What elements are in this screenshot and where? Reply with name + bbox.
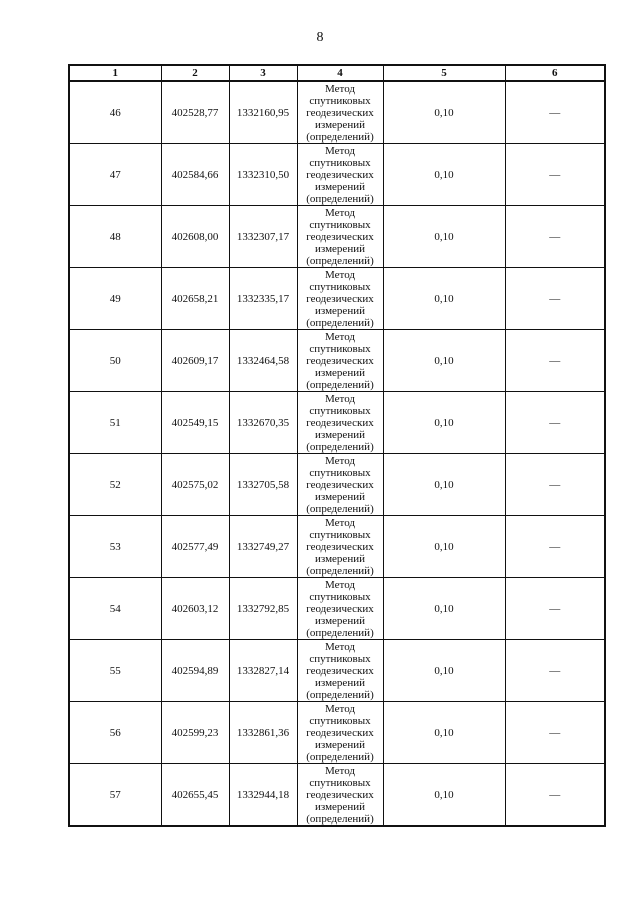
method-line: (определений) xyxy=(306,192,374,205)
method-line: спутниковых xyxy=(309,466,371,479)
method-line: измерений xyxy=(315,800,365,813)
method-cell xyxy=(297,516,383,578)
method-line: спутниковых xyxy=(309,590,371,603)
method-line: Метод xyxy=(325,268,355,281)
method-line: геодезических xyxy=(306,168,374,181)
coordinate-y-cell: 1332670,35 xyxy=(229,392,297,454)
method-line: Метод xyxy=(325,454,355,467)
method-cell xyxy=(297,640,383,702)
table-row xyxy=(69,764,605,827)
method-line: спутниковых xyxy=(309,776,371,789)
accuracy-cell: 0,10 xyxy=(383,640,505,702)
accuracy-cell: 0,10 xyxy=(383,392,505,454)
method-cell xyxy=(297,330,383,392)
coordinate-x-cell: 402599,23 xyxy=(161,702,229,764)
method-cell xyxy=(297,144,383,206)
method-cell xyxy=(297,81,383,144)
method-line: Метод xyxy=(325,206,355,219)
method-cell xyxy=(297,454,383,516)
method-line: спутниковых xyxy=(309,94,371,107)
note-cell: — xyxy=(505,81,605,144)
coordinate-y-cell: 1332335,17 xyxy=(229,268,297,330)
coordinate-y-cell: 1332307,17 xyxy=(229,206,297,268)
method-line: измерений xyxy=(315,118,365,131)
column-header: 2 xyxy=(161,65,229,81)
method-line: (определений) xyxy=(306,812,374,825)
method-line: геодезических xyxy=(306,602,374,615)
table-row xyxy=(69,144,605,206)
method-line: спутниковых xyxy=(309,652,371,665)
method-line: (определений) xyxy=(306,378,374,391)
table-row xyxy=(69,81,605,144)
coordinate-y-cell: 1332705,58 xyxy=(229,454,297,516)
method-line: измерений xyxy=(315,676,365,689)
method-line: геодезических xyxy=(306,292,374,305)
method-line: (определений) xyxy=(306,688,374,701)
coordinate-x-cell: 402658,21 xyxy=(161,268,229,330)
method-line: Метод xyxy=(325,392,355,405)
point-number-cell: 52 xyxy=(69,454,161,516)
method-cell xyxy=(297,392,383,454)
note-cell: — xyxy=(505,206,605,268)
method-line: геодезических xyxy=(306,230,374,243)
method-line: Метод xyxy=(325,640,355,653)
accuracy-cell: 0,10 xyxy=(383,516,505,578)
note-cell: — xyxy=(505,392,605,454)
point-number-cell: 50 xyxy=(69,330,161,392)
coordinate-y-cell: 1332861,36 xyxy=(229,702,297,764)
point-number-cell: 49 xyxy=(69,268,161,330)
method-line: (определений) xyxy=(306,254,374,267)
point-number-cell: 46 xyxy=(69,81,161,144)
method-cell xyxy=(297,206,383,268)
method-line: геодезических xyxy=(306,106,374,119)
accuracy-cell: 0,10 xyxy=(383,578,505,640)
note-cell: — xyxy=(505,516,605,578)
method-line: спутниковых xyxy=(309,218,371,231)
method-line: (определений) xyxy=(306,502,374,515)
coordinate-x-cell: 402594,89 xyxy=(161,640,229,702)
method-line: измерений xyxy=(315,180,365,193)
coordinate-y-cell: 1332160,95 xyxy=(229,81,297,144)
accuracy-cell: 0,10 xyxy=(383,206,505,268)
accuracy-cell: 0,10 xyxy=(383,702,505,764)
column-header: 6 xyxy=(505,65,605,81)
coordinate-x-cell: 402655,45 xyxy=(161,764,229,827)
note-cell: — xyxy=(505,330,605,392)
table-row xyxy=(69,516,605,578)
coordinate-y-cell: 1332944,18 xyxy=(229,764,297,827)
method-line: Метод xyxy=(325,578,355,591)
coordinate-x-cell: 402584,66 xyxy=(161,144,229,206)
point-number-cell: 51 xyxy=(69,392,161,454)
note-cell: — xyxy=(505,640,605,702)
method-line: геодезических xyxy=(306,788,374,801)
table-row xyxy=(69,454,605,516)
method-line: Метод xyxy=(325,144,355,157)
note-cell: — xyxy=(505,702,605,764)
point-number-cell: 47 xyxy=(69,144,161,206)
method-line: спутниковых xyxy=(309,156,371,169)
table-row xyxy=(69,640,605,702)
table-row xyxy=(69,330,605,392)
method-line: (определений) xyxy=(306,626,374,639)
coordinate-x-cell: 402577,49 xyxy=(161,516,229,578)
coordinate-x-cell: 402603,12 xyxy=(161,578,229,640)
coordinate-x-cell: 402575,02 xyxy=(161,454,229,516)
accuracy-cell: 0,10 xyxy=(383,81,505,144)
note-cell: — xyxy=(505,764,605,827)
note-cell: — xyxy=(505,268,605,330)
method-line: Метод xyxy=(325,516,355,529)
accuracy-cell: 0,10 xyxy=(383,268,505,330)
column-header: 3 xyxy=(229,65,297,81)
accuracy-cell: 0,10 xyxy=(383,144,505,206)
method-line: (определений) xyxy=(306,130,374,143)
coordinate-y-cell: 1332749,27 xyxy=(229,516,297,578)
point-number-cell: 55 xyxy=(69,640,161,702)
method-line: (определений) xyxy=(306,564,374,577)
method-line: измерений xyxy=(315,366,365,379)
method-line: Метод xyxy=(325,82,355,95)
method-line: измерений xyxy=(315,490,365,503)
method-line: (определений) xyxy=(306,750,374,763)
method-line: измерений xyxy=(315,428,365,441)
coordinate-x-cell: 402549,15 xyxy=(161,392,229,454)
method-line: (определений) xyxy=(306,440,374,453)
method-line: измерений xyxy=(315,552,365,565)
table-row xyxy=(69,392,605,454)
method-line: спутниковых xyxy=(309,342,371,355)
method-line: геодезических xyxy=(306,416,374,429)
method-line: Метод xyxy=(325,764,355,777)
method-line: измерений xyxy=(315,614,365,627)
method-line: спутниковых xyxy=(309,280,371,293)
method-line: Метод xyxy=(325,330,355,343)
method-line: геодезических xyxy=(306,478,374,491)
column-header: 4 xyxy=(297,65,383,81)
method-line: геодезических xyxy=(306,354,374,367)
table-body xyxy=(69,81,605,826)
method-line: геодезических xyxy=(306,726,374,739)
method-line: спутниковых xyxy=(309,404,371,417)
point-number-cell: 57 xyxy=(69,764,161,827)
point-number-cell: 53 xyxy=(69,516,161,578)
accuracy-cell: 0,10 xyxy=(383,330,505,392)
method-line: Метод xyxy=(325,702,355,715)
note-cell: — xyxy=(505,578,605,640)
page-number: 8 xyxy=(316,30,324,45)
coordinate-y-cell: 1332792,85 xyxy=(229,578,297,640)
coordinate-y-cell: 1332464,58 xyxy=(229,330,297,392)
method-cell xyxy=(297,578,383,640)
point-number-cell: 48 xyxy=(69,206,161,268)
accuracy-cell: 0,10 xyxy=(383,454,505,516)
table-header-row xyxy=(69,65,605,81)
method-line: геодезических xyxy=(306,540,374,553)
coordinate-x-cell: 402609,17 xyxy=(161,330,229,392)
note-cell: — xyxy=(505,454,605,516)
coordinate-x-cell: 402528,77 xyxy=(161,81,229,144)
coordinate-y-cell: 1332827,14 xyxy=(229,640,297,702)
method-line: спутниковых xyxy=(309,714,371,727)
method-cell xyxy=(297,702,383,764)
method-line: измерений xyxy=(315,304,365,317)
note-cell: — xyxy=(505,144,605,206)
coordinate-y-cell: 1332310,50 xyxy=(229,144,297,206)
table-row xyxy=(69,702,605,764)
coordinate-x-cell: 402608,00 xyxy=(161,206,229,268)
table-row xyxy=(69,268,605,330)
point-number-cell: 56 xyxy=(69,702,161,764)
accuracy-cell: 0,10 xyxy=(383,764,505,827)
column-header: 1 xyxy=(69,65,161,81)
table-row xyxy=(69,578,605,640)
method-line: измерений xyxy=(315,738,365,751)
method-cell xyxy=(297,764,383,827)
method-line: спутниковых xyxy=(309,528,371,541)
method-line: измерений xyxy=(315,242,365,255)
method-line: геодезических xyxy=(306,664,374,677)
table-row xyxy=(69,206,605,268)
coordinates-table xyxy=(68,64,606,827)
method-cell xyxy=(297,268,383,330)
method-line: (определений) xyxy=(306,316,374,329)
column-header: 5 xyxy=(383,65,505,81)
point-number-cell: 54 xyxy=(69,578,161,640)
